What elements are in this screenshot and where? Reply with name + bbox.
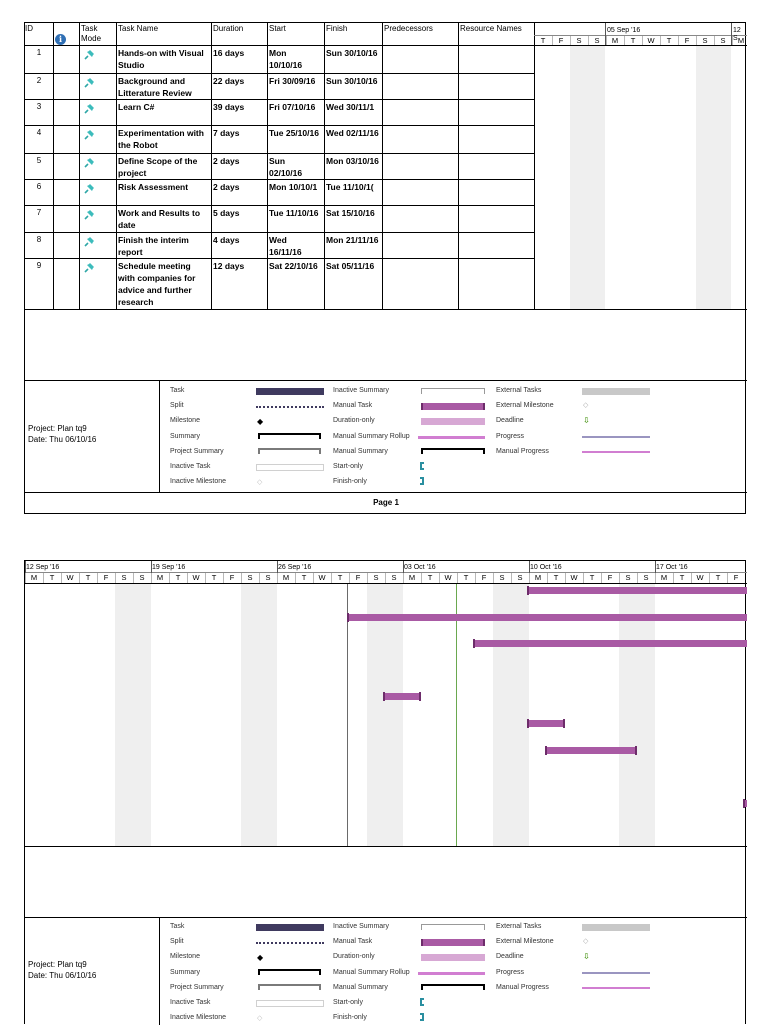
timeline-week-label: 03 Oct '16 — [404, 564, 436, 571]
start-only-icon — [420, 462, 424, 470]
timeline-day: W — [318, 573, 326, 582]
milestone-diamond-icon: ◆ — [257, 417, 264, 426]
timeline-day: M — [534, 573, 542, 582]
timeline-day: T — [175, 573, 181, 582]
task-finish: Wed 02/11/16 — [326, 128, 379, 138]
timeline-day: F — [607, 573, 613, 582]
row-id: 9 — [36, 261, 42, 270]
manual-task-swatch — [421, 939, 485, 946]
timeline-day: M — [408, 573, 416, 582]
task-start: Wed 16/11/16 — [269, 235, 302, 257]
legend-split: Split — [170, 402, 184, 409]
external-tasks-swatch — [582, 924, 650, 931]
manual-summary-rollup-swatch — [418, 972, 485, 975]
timeline-day: S — [499, 573, 505, 582]
inactive-summary-swatch — [421, 924, 485, 930]
inactive-summary-swatch — [421, 388, 485, 394]
legend-inactive-milestone: Inactive Milestone — [170, 478, 227, 485]
manual-progress-swatch — [582, 451, 650, 453]
manual-progress-swatch — [582, 987, 650, 989]
project-summary-swatch — [258, 984, 321, 990]
timeline-week-label: 12 Sep '16 — [26, 564, 60, 571]
legend-manual-progress: Manual Progress — [496, 448, 549, 455]
task-finish: Sun 30/10/16 — [326, 48, 378, 58]
timeline-day: S — [594, 36, 600, 45]
timeline-day: F — [229, 573, 235, 582]
task-start: Mon 10/10/16 — [269, 48, 303, 70]
header-task-name: Task Name — [118, 24, 159, 33]
timeline-day: W — [66, 573, 74, 582]
timeline-day: W — [647, 36, 655, 45]
timeline-day: T — [630, 36, 636, 45]
print-page-2 — [24, 560, 746, 1024]
timeline-day: M — [156, 573, 164, 582]
task-name: Background and Litterature Review — [118, 76, 192, 98]
project-summary-swatch — [258, 448, 321, 454]
header-id: ID — [25, 24, 33, 33]
legend-external-tasks: External Tasks — [496, 387, 542, 394]
inactive-milestone-icon: ◇ — [257, 479, 263, 486]
timeline-day: S — [702, 36, 708, 45]
legend-manual-summary-rollup: Manual Summary Rollup — [333, 433, 410, 440]
timeline-day: T — [85, 573, 91, 582]
timeline-day: T — [679, 573, 685, 582]
task-name: Risk Assessment — [118, 182, 189, 192]
task-start: Sun 02/10/16 — [269, 156, 303, 178]
timeline-day: M — [660, 573, 668, 582]
timeline-day: F — [733, 573, 739, 582]
legend-manual-summary: Manual Summary — [333, 984, 388, 991]
legend-inactive-task: Inactive Task — [170, 463, 211, 470]
legend-deadline: Deadline — [496, 417, 524, 424]
external-tasks-swatch — [582, 388, 650, 395]
deadline-arrow-icon: ⇩ — [583, 416, 590, 425]
timeline-week-label: 17 Oct '16 — [656, 564, 688, 571]
task-finish: Sat 15/10/16 — [326, 208, 375, 218]
timeline-day: M — [282, 573, 290, 582]
timeline-week-label: 26 Sep '16 — [278, 564, 312, 571]
summary-swatch — [258, 433, 321, 439]
task-start: Fri 07/10/16 — [269, 102, 316, 112]
legend-summary: Summary — [170, 969, 200, 976]
legend-milestone: Milestone — [170, 953, 200, 960]
timeline-day: S — [373, 573, 379, 582]
task-finish: Mon 21/11/16 — [326, 235, 379, 245]
row-id: 6 — [36, 182, 42, 191]
task-finish: Sun 30/10/16 — [326, 76, 378, 86]
legend-start-only: Start-only — [333, 463, 363, 470]
task-finish: Tue 11/10/1( — [326, 182, 374, 192]
task-start: Tue 11/10/16 — [269, 208, 319, 218]
task-duration: 12 days — [213, 261, 245, 271]
timeline-day: M — [611, 36, 619, 45]
split-swatch — [256, 406, 324, 409]
legend-inactive-summary: Inactive Summary — [333, 387, 390, 394]
task-duration: 22 days — [213, 76, 245, 86]
task-finish: Wed 30/11/1 — [326, 102, 375, 112]
legend-progress: Progress — [496, 433, 525, 440]
timeline-day: S — [720, 36, 726, 45]
task-duration: 4 days — [213, 235, 240, 245]
legend-duration-only: Duration-only — [333, 417, 375, 424]
inactive-task-swatch — [256, 464, 324, 471]
timeline-day: M — [737, 36, 745, 45]
legend-external-milestone: External Milestone — [496, 402, 554, 409]
legend-manual-summary: Manual Summary — [333, 448, 388, 455]
inactive-milestone-icon: ◇ — [257, 1015, 263, 1022]
header-task-mode: Task Mode — [81, 24, 102, 43]
row-id: 4 — [36, 128, 42, 137]
external-milestone-icon: ◇ — [583, 938, 589, 945]
task-start: Fri 30/09/16 — [269, 76, 316, 86]
timeline-day: S — [576, 36, 582, 45]
header-predecessors: Predecessors — [384, 24, 433, 33]
page-number: Page 1 — [373, 498, 399, 507]
legend-duration-only: Duration-only — [333, 953, 375, 960]
timeline-day: S — [625, 573, 631, 582]
task-swatch — [256, 388, 324, 395]
header-duration: Duration — [213, 24, 244, 33]
legend-manual-task: Manual Task — [333, 402, 373, 409]
legend-p2 — [25, 561, 747, 1025]
header-start: Start — [269, 24, 286, 33]
legend-finish-only: Finish-only — [333, 478, 367, 485]
manual-summary-swatch — [421, 984, 485, 990]
task-name: Experimentation with the Robot — [118, 128, 204, 150]
manual-task-swatch — [421, 403, 485, 410]
timeline-day: T — [427, 573, 433, 582]
timeline-day: W — [192, 573, 200, 582]
task-duration: 2 days — [213, 156, 240, 166]
timeline-day: S — [517, 573, 523, 582]
task-duration: 39 days — [213, 102, 245, 112]
task-start: Mon 10/10/1 — [269, 182, 318, 192]
timeline-day: F — [355, 573, 361, 582]
legend-project-summary: Project Summary — [170, 984, 224, 991]
task-duration: 7 days — [213, 128, 240, 138]
task-start: Tue 25/10/16 — [269, 128, 319, 138]
task-finish: Mon 03/10/16 — [326, 156, 379, 166]
manual-summary-rollup-swatch — [418, 436, 485, 439]
legend-summary: Summary — [170, 433, 200, 440]
legend-external-milestone: External Milestone — [496, 938, 554, 945]
print-page-1 — [24, 22, 746, 514]
row-id: 5 — [36, 156, 42, 165]
timeline-week-label: 19 Sep '16 — [152, 564, 186, 571]
timeline-day: S — [121, 573, 127, 582]
deadline-arrow-icon: ⇩ — [583, 952, 590, 961]
project-name: Project: Plan tq9 — [28, 424, 87, 433]
task-duration: 5 days — [213, 208, 240, 218]
legend-manual-progress: Manual Progress — [496, 984, 549, 991]
project-date: Date: Thu 06/10/16 — [28, 435, 97, 444]
row-id: 8 — [36, 235, 42, 244]
legend-start-only: Start-only — [333, 999, 363, 1006]
project-date-p2: Date: Thu 06/10/16 — [28, 971, 97, 980]
legend-split: Split — [170, 938, 184, 945]
timeline-day: F — [558, 36, 564, 45]
task-finish: Sat 05/11/16 — [326, 261, 375, 271]
task-duration: 16 days — [213, 48, 245, 58]
task-name: Hands-on with Visual Studio — [118, 48, 204, 70]
timeline-day: F — [481, 573, 487, 582]
timeline-week-label: 05 Sep '16 — [607, 27, 641, 34]
timeline-day: W — [444, 573, 452, 582]
timeline-day: S — [265, 573, 271, 582]
timeline-day: S — [139, 573, 145, 582]
timeline-day: S — [391, 573, 397, 582]
legend-progress: Progress — [496, 969, 525, 976]
timeline-day: F — [103, 573, 109, 582]
milestone-diamond-icon: ◆ — [257, 953, 264, 962]
legend-milestone: Milestone — [170, 417, 200, 424]
timeline-day: T — [540, 36, 546, 45]
task-start: Sat 22/10/16 — [269, 261, 318, 271]
manual-summary-swatch — [421, 448, 485, 454]
task-name: Finish the interim report — [118, 235, 189, 257]
legend-deadline: Deadline — [496, 953, 524, 960]
legend-inactive-milestone: Inactive Milestone — [170, 1014, 227, 1021]
row-id: 1 — [36, 48, 42, 57]
split-swatch — [256, 942, 324, 945]
timeline-day: W — [570, 573, 578, 582]
duration-only-swatch — [421, 418, 485, 425]
legend-inactive-task: Inactive Task — [170, 999, 211, 1006]
row-id: 7 — [36, 208, 42, 217]
legend-inactive-summary: Inactive Summary — [333, 923, 390, 930]
progress-swatch — [582, 972, 650, 974]
timeline-day: T — [301, 573, 307, 582]
timeline-week-label-cut: 12 S — [733, 27, 741, 42]
info-icon: i — [55, 34, 66, 45]
inactive-task-swatch — [256, 1000, 324, 1007]
timeline-day: W — [696, 573, 704, 582]
timeline-day: T — [463, 573, 469, 582]
header-finish: Finish — [326, 24, 348, 33]
task-duration: 2 days — [213, 182, 240, 192]
timeline-day: S — [247, 573, 253, 582]
timeline-day: T — [337, 573, 343, 582]
timeline-day: T — [666, 36, 672, 45]
timeline-week-label: 10 Oct '16 — [530, 564, 562, 571]
row-id: 3 — [36, 102, 42, 111]
duration-only-swatch — [421, 954, 485, 961]
start-only-icon — [420, 998, 424, 1006]
header-resource-names: Resource Names — [460, 24, 522, 33]
timeline-day: T — [49, 573, 55, 582]
task-name: Schedule meeting with companies for advice and further research — [118, 261, 196, 307]
row-id: 2 — [36, 76, 42, 85]
timeline-day: T — [211, 573, 217, 582]
legend-finish-only: Finish-only — [333, 1014, 367, 1021]
legend-task: Task — [170, 923, 185, 930]
legend-task: Task — [170, 387, 185, 394]
task-swatch — [256, 924, 324, 931]
legend-manual-task: Manual Task — [333, 938, 373, 945]
summary-swatch — [258, 969, 321, 975]
timeline-day: M — [30, 573, 38, 582]
external-milestone-icon: ◇ — [583, 402, 589, 409]
task-name: Learn C# — [118, 102, 155, 112]
timeline-day: S — [643, 573, 649, 582]
task-name: Define Scope of the project — [118, 156, 198, 178]
legend — [25, 23, 747, 515]
project-name-p2: Project: Plan tq9 — [28, 960, 87, 969]
timeline-day: T — [715, 573, 721, 582]
timeline-day: T — [589, 573, 595, 582]
timeline-day: T — [553, 573, 559, 582]
legend-manual-summary-rollup: Manual Summary Rollup — [333, 969, 410, 976]
finish-only-icon — [420, 1013, 424, 1021]
finish-only-icon — [420, 477, 424, 485]
task-name: Work and Results to date — [118, 208, 201, 230]
legend-external-tasks: External Tasks — [496, 923, 542, 930]
progress-swatch — [582, 436, 650, 438]
timeline-day: F — [684, 36, 690, 45]
legend-project-summary: Project Summary — [170, 448, 224, 455]
